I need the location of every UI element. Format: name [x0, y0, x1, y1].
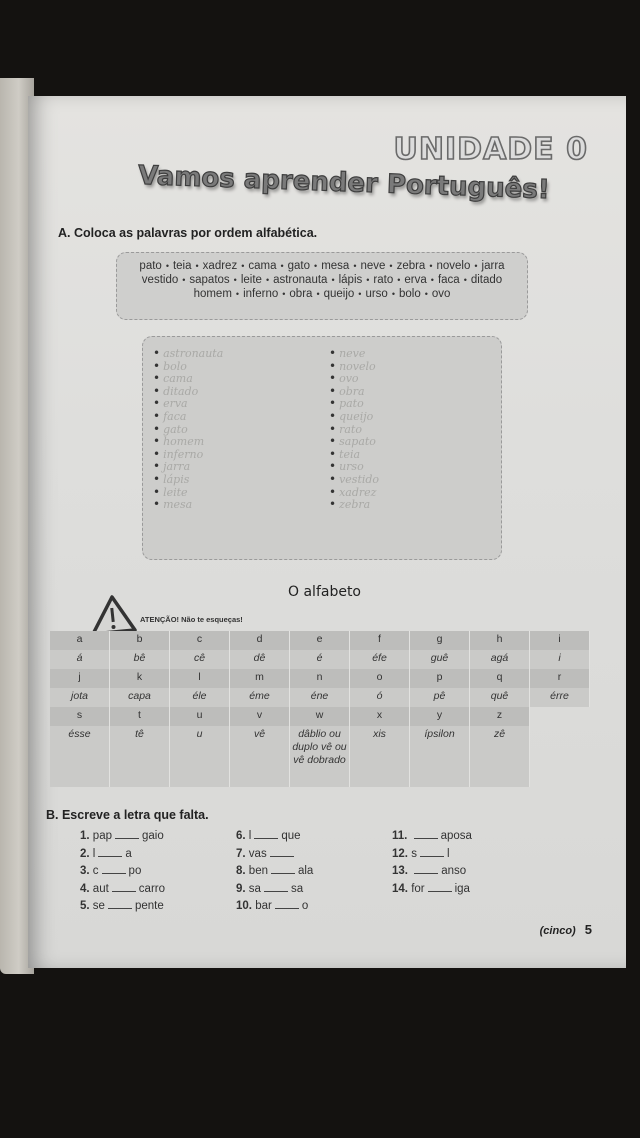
alphabet-letter: a	[50, 631, 110, 650]
warning-text: ATENÇÃO! Não te esqueças!	[140, 615, 243, 624]
fill-in-blank[interactable]	[102, 863, 126, 874]
alphabet-letter: h	[470, 631, 530, 650]
exercise-suffix: po	[128, 865, 142, 877]
exercise-suffix: a	[125, 847, 132, 860]
alphabet-letter: q	[470, 669, 530, 688]
alphabet-letter-name: quê	[470, 688, 530, 707]
alphabet-letter: c	[170, 631, 230, 650]
alphabet-letter: k	[110, 669, 170, 688]
fill-in-blank[interactable]	[270, 846, 294, 857]
word-bank-word: obra	[289, 288, 313, 300]
word-bank-line	[117, 259, 527, 273]
exercise-prefix: pap	[92, 830, 112, 842]
fill-in-blank[interactable]	[420, 846, 444, 857]
exercise-item	[80, 881, 165, 899]
alphabet-letter-name: bê	[110, 650, 170, 669]
exercise-prefix: aut	[92, 882, 109, 895]
bullet-separator: •	[195, 261, 199, 271]
exercise-suffix: l	[446, 847, 450, 860]
exercise-item	[80, 828, 165, 846]
exercise-item	[236, 898, 313, 916]
exercise-number: 7.	[236, 847, 249, 860]
word-bank-word: novelo	[436, 260, 471, 272]
handwritten-answer[interactable]: • obra	[329, 385, 379, 398]
exercise-number: 6.	[236, 830, 249, 842]
handwritten-answer[interactable]: • cama	[153, 372, 223, 385]
word-bank-word: queijo	[323, 288, 355, 300]
alphabet-letter-name: éle	[170, 688, 230, 707]
word-bank-word: vestido	[141, 274, 179, 286]
handwritten-answer[interactable]: • novelo	[329, 360, 379, 373]
alphabet-letter: d	[230, 631, 290, 650]
handwritten-answer[interactable]: • bolo	[153, 360, 223, 373]
handwritten-answer[interactable]: • zebra	[329, 498, 379, 511]
fill-in-blank[interactable]	[275, 898, 299, 909]
exercise-column-1	[80, 828, 165, 916]
word-bank-word: gato	[287, 260, 311, 272]
bullet-separator: •	[241, 261, 245, 271]
fill-in-blank[interactable]	[108, 898, 132, 909]
alphabet-table	[50, 631, 590, 787]
handwritten-answer[interactable]: • ditado	[153, 385, 223, 398]
alphabet-letters-row	[50, 707, 590, 726]
handwritten-answer[interactable]: • lápis	[153, 473, 223, 486]
word-bank-word: jarra	[481, 260, 505, 272]
fill-in-blank[interactable]	[254, 828, 278, 839]
bullet-separator: •	[353, 261, 357, 271]
alphabet-names-row	[50, 726, 590, 787]
section-b-instruction: B. Escreve a letra que falta.	[46, 808, 209, 822]
word-bank-word: homem	[193, 288, 232, 300]
word-bank-word: urso	[365, 288, 388, 300]
handwritten-answer[interactable]: • gato	[153, 423, 223, 436]
exercise-suffix: que	[281, 830, 301, 842]
handwritten-answer[interactable]: • astronauta	[153, 347, 223, 360]
exercise-number: 9.	[236, 882, 249, 895]
alphabet-letter: m	[230, 669, 290, 688]
fill-in-blank[interactable]	[115, 828, 139, 839]
word-bank-word: astronauta	[273, 274, 328, 286]
bullet-separator: •	[331, 275, 335, 285]
handwritten-answer[interactable]: • vestido	[329, 473, 379, 486]
exercise-number: 13.	[392, 865, 412, 877]
alphabet-letter-name: jota	[50, 688, 110, 707]
word-bank-word: rato	[373, 274, 394, 286]
bullet-separator: •	[358, 289, 362, 299]
handwritten-answer[interactable]: • mesa	[153, 498, 223, 511]
alphabet-letter-name: capa	[110, 688, 170, 707]
handwritten-answer[interactable]: • urso	[329, 460, 379, 473]
word-bank-word: ditado	[470, 274, 503, 286]
exercise-item	[236, 828, 313, 846]
alphabet-names-row	[50, 650, 590, 669]
handwritten-answer[interactable]: • ovo	[329, 372, 379, 385]
bullet-separator: •	[182, 275, 186, 285]
bullet-separator: •	[463, 275, 467, 285]
answer-box[interactable]	[142, 336, 502, 560]
alphabet-letters-row	[50, 631, 590, 650]
alphabet-letter: b	[110, 631, 170, 650]
alphabet-letter: n	[290, 669, 350, 688]
section-a-instruction: A. Coloca as palavras por ordem alfabética.	[58, 226, 318, 240]
alphabet-names-row	[50, 688, 590, 707]
handwritten-answer[interactable]: • queijo	[329, 410, 379, 423]
exercise-number: 2.	[80, 847, 93, 860]
fill-in-blank[interactable]	[98, 846, 122, 857]
empty-cell	[530, 726, 590, 787]
alphabet-letter-name: i	[530, 650, 590, 669]
exercise-item	[392, 881, 472, 899]
alphabet-letter-name: pê	[410, 688, 470, 707]
unit-title: UNIDADE 0	[393, 132, 588, 167]
bullet-separator: •	[316, 289, 320, 299]
alphabet-letter: v	[230, 707, 290, 726]
exercise-suffix: sa	[290, 882, 304, 895]
alphabet-letter-name: ésse	[50, 726, 110, 787]
alphabet-letter: z	[470, 707, 530, 726]
alphabet-letter: j	[50, 669, 110, 688]
handwritten-answer[interactable]: • faca	[153, 410, 223, 423]
page-title: Vamos aprender Português!	[137, 160, 551, 206]
alphabet-letter: s	[50, 707, 110, 726]
alphabet-letter: w	[290, 707, 350, 726]
alphabet-letter: g	[410, 631, 470, 650]
handwritten-answer[interactable]: • inferno	[153, 448, 223, 461]
handwritten-answer[interactable]: • homem	[153, 435, 223, 448]
fill-in-blank[interactable]	[428, 881, 452, 892]
exercise-item	[392, 828, 472, 846]
exercise-suffix: gaio	[141, 830, 164, 842]
word-bank-word: leite	[240, 274, 262, 286]
empty-cell	[530, 707, 590, 726]
alphabet-letter: i	[530, 631, 590, 650]
exercise-prefix: l	[92, 847, 96, 860]
alphabet-letter: o	[350, 669, 410, 688]
alphabet-letter-name: ó	[350, 688, 410, 707]
alphabet-letters-row	[50, 669, 590, 688]
bullet-separator: •	[235, 289, 240, 299]
word-bank-word: ovo	[431, 288, 451, 300]
answer-column-left	[153, 347, 223, 511]
exercise-number: 10.	[236, 900, 256, 912]
word-bank-line	[117, 273, 527, 287]
alphabet-letter-name: tê	[110, 726, 170, 787]
exercise-prefix: bar	[255, 900, 272, 912]
warning-triangle-icon	[90, 594, 138, 636]
page-number-word: (cinco)	[539, 925, 576, 937]
exercise-prefix: sa	[248, 882, 261, 895]
bullet-separator: •	[265, 275, 270, 285]
exercise-suffix: anso	[441, 865, 467, 877]
bullet-separator: •	[397, 275, 401, 285]
exercise-number: 14.	[392, 882, 412, 895]
exercise-suffix: pente	[134, 900, 164, 912]
word-bank-word: zebra	[396, 260, 426, 272]
exercise-number: 3.	[80, 865, 93, 877]
bullet-separator: •	[424, 289, 428, 299]
word-bank-word: inferno	[243, 288, 279, 300]
alphabet-letter-name: zê	[470, 726, 530, 787]
fill-in-blank[interactable]	[264, 881, 288, 892]
fill-in-blank[interactable]	[414, 863, 438, 874]
alphabet-letter-name: cê	[170, 650, 230, 669]
fill-in-blank[interactable]	[414, 828, 438, 839]
word-bank-word: lápis	[338, 274, 363, 286]
exercise-item	[392, 846, 472, 864]
word-bank-word: teia	[172, 260, 192, 272]
exercise-item	[80, 846, 165, 864]
alphabet-title: O alfabeto	[288, 584, 362, 600]
exercise-number: 8.	[236, 865, 249, 877]
bullet-separator: •	[233, 275, 237, 285]
word-bank-word: cama	[248, 260, 277, 272]
exercise-item	[236, 863, 313, 881]
exercise-item	[236, 846, 313, 864]
alphabet-letter-name: ípsilon	[410, 726, 470, 787]
alphabet-letter-name: éme	[230, 688, 290, 707]
alphabet-letter-name: á	[50, 650, 110, 669]
exercise-item	[392, 863, 472, 881]
word-bank-word: neve	[360, 260, 386, 272]
alphabet-letter: u	[170, 707, 230, 726]
alphabet-letter-name: dê	[230, 650, 290, 669]
alphabet-letter-name: éne	[290, 688, 350, 707]
alphabet-letter: e	[290, 631, 350, 650]
bullet-separator: •	[165, 261, 169, 271]
exercise-number: 5.	[80, 900, 93, 912]
handwritten-answer[interactable]: • jarra	[153, 460, 223, 473]
handwritten-answer[interactable]: • pato	[329, 397, 379, 410]
handwritten-answer[interactable]: • xadrez	[329, 486, 379, 499]
exercise-prefix: s	[411, 847, 417, 860]
exercise-suffix: iga	[454, 882, 470, 895]
bullet-separator: •	[474, 261, 478, 271]
bullet-separator: •	[282, 289, 286, 299]
bullet-separator: •	[430, 275, 434, 285]
bullet-separator: •	[389, 261, 393, 271]
exercise-item	[236, 881, 313, 899]
exercise-suffix: o	[301, 900, 309, 912]
bullet-separator: •	[429, 261, 433, 271]
alphabet-letter: f	[350, 631, 410, 650]
alphabet-letter: p	[410, 669, 470, 688]
bullet-separator: •	[314, 261, 318, 271]
answer-column-right	[329, 347, 379, 511]
exercise-prefix: for	[411, 882, 425, 895]
exercise-number: 11.	[392, 830, 411, 842]
exercise-number: 1.	[80, 830, 93, 842]
handwritten-answer[interactable]: • leite	[153, 486, 223, 499]
exercise-suffix: carro	[138, 882, 165, 895]
page-footer	[540, 922, 592, 937]
alphabet-letter-name: vê	[230, 726, 290, 787]
handwritten-answer[interactable]: • sapato	[329, 435, 379, 448]
handwritten-answer[interactable]: • erva	[153, 397, 223, 410]
word-bank-word: faca	[437, 274, 460, 286]
handwritten-answer[interactable]: • neve	[329, 347, 379, 360]
alphabet-letter: x	[350, 707, 410, 726]
fill-in-blank[interactable]	[271, 863, 295, 874]
exercise-column-2	[236, 828, 313, 916]
alphabet-letter: y	[410, 707, 470, 726]
alphabet-letter-name: dâblio ou duplo vê ou vê dobrado	[290, 726, 350, 787]
word-bank-word: erva	[404, 274, 427, 286]
alphabet-letter-name: agá	[470, 650, 530, 669]
alphabet-letter-name: érre	[530, 688, 590, 707]
word-bank-word: bolo	[398, 288, 421, 300]
exercise-prefix: ben	[248, 865, 268, 877]
exercise-number: 4.	[80, 882, 93, 895]
exercise-number: 12.	[392, 847, 412, 860]
word-bank-word: sapatos	[189, 274, 230, 286]
word-bank	[116, 252, 528, 320]
word-bank-word: pato	[139, 260, 162, 272]
alphabet-letter-name: é	[290, 650, 350, 669]
exercise-column-3	[392, 828, 472, 898]
exercise-prefix: c	[92, 865, 99, 877]
handwritten-answer[interactable]: • rato	[329, 423, 379, 436]
page-number: 5	[584, 922, 592, 937]
alphabet-letter-name: u	[170, 726, 230, 787]
exercise-prefix: l	[248, 830, 252, 842]
exercise-suffix: aposa	[440, 830, 472, 842]
bullet-separator: •	[280, 261, 284, 271]
exercise-item	[80, 898, 165, 916]
exercise-prefix: vas	[248, 847, 267, 860]
exercise-item	[80, 863, 165, 881]
alphabet-letter-name: xis	[350, 726, 410, 787]
alphabet-letter-name: éfe	[350, 650, 410, 669]
exercise-suffix: ala	[297, 865, 314, 877]
workbook-page	[28, 96, 626, 968]
alphabet-letter: r	[530, 669, 590, 688]
alphabet-letter: t	[110, 707, 170, 726]
exercise-prefix: se	[92, 900, 105, 912]
fill-in-blank[interactable]	[112, 881, 136, 892]
handwritten-answer[interactable]: • teia	[329, 448, 379, 461]
bullet-separator: •	[391, 289, 395, 299]
word-bank-line	[117, 287, 527, 301]
alphabet-letter: l	[170, 669, 230, 688]
word-bank-word: mesa	[321, 260, 350, 272]
bullet-separator: •	[366, 275, 370, 285]
word-bank-word: xadrez	[202, 260, 238, 272]
alphabet-letter-name: guê	[410, 650, 470, 669]
